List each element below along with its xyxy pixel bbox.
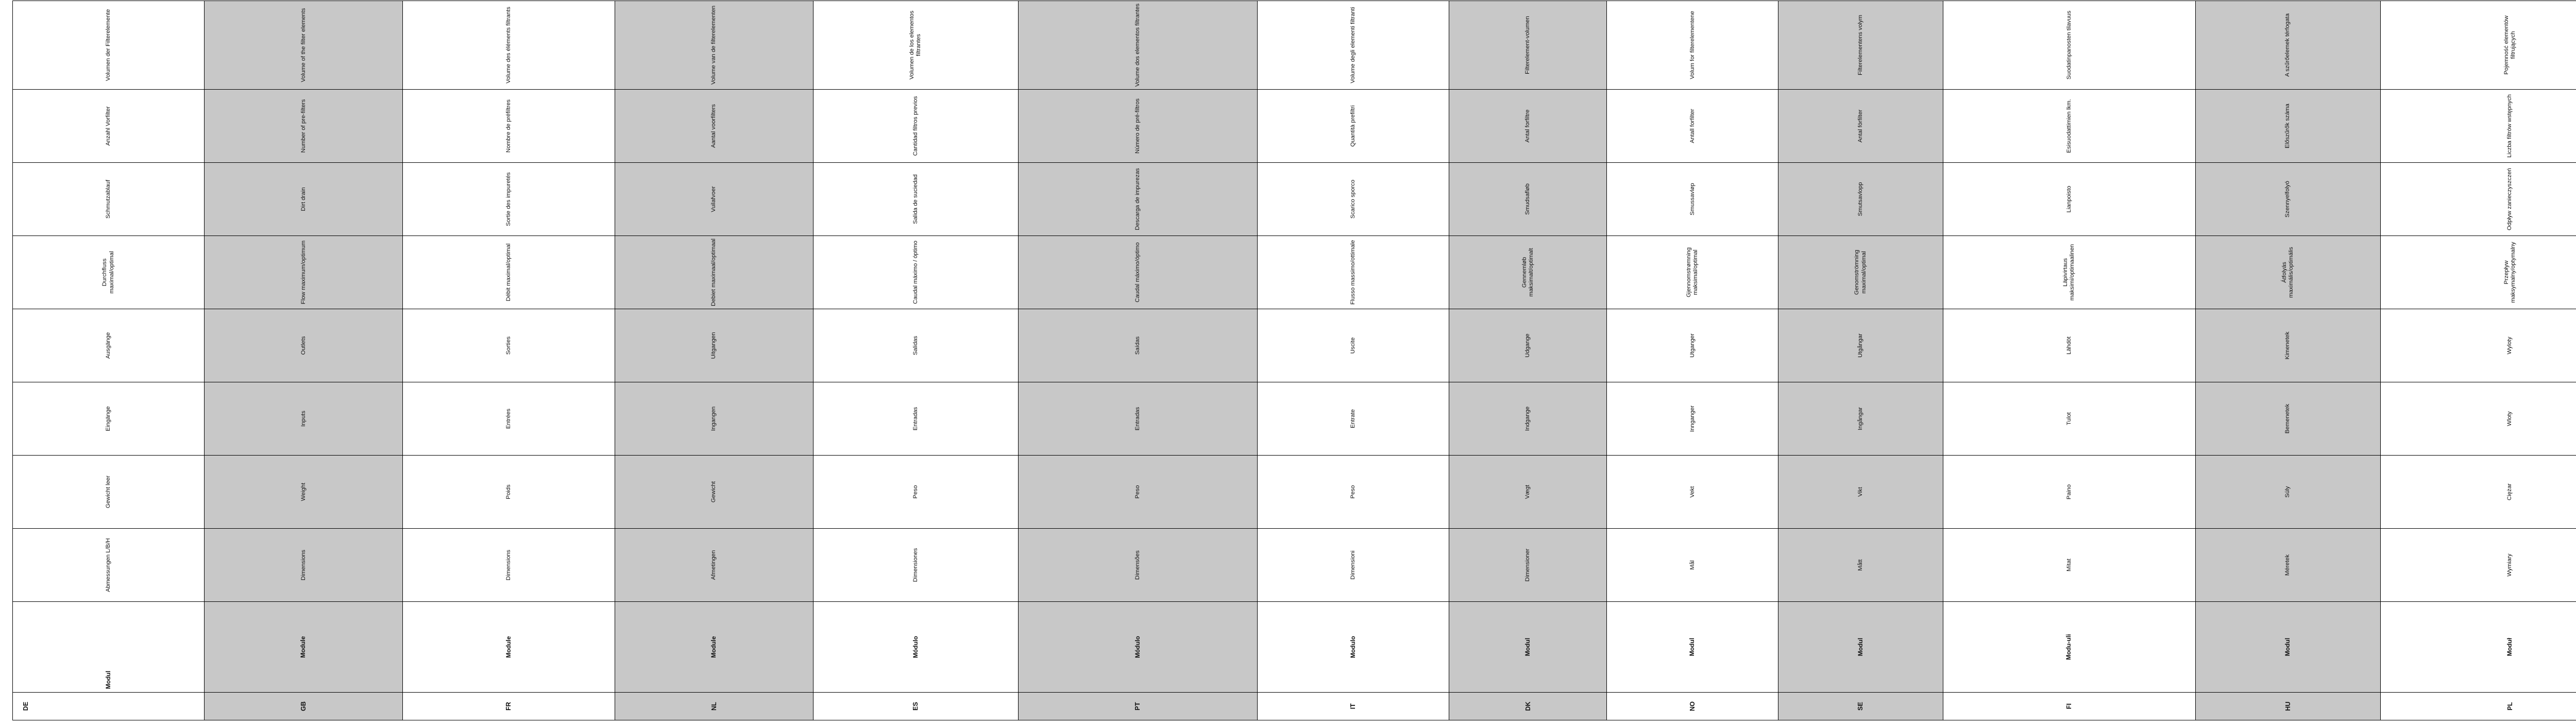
header-prefilters: Number of pre-filters <box>205 89 403 162</box>
filter-module-spec-table <box>12 1 2576 720</box>
language-code: GB <box>205 693 403 720</box>
header-volume: Volumen de los elementos filtrantes <box>813 1 1018 89</box>
header-inputs: Tulot <box>1943 382 2195 455</box>
header-module: Module <box>205 601 403 692</box>
header-outlets: Udgange <box>1449 309 1607 382</box>
header-module: Módulo <box>813 601 1018 692</box>
header-flow: Flusso massimo/ottimale <box>1257 236 1449 309</box>
header-flow: Átfolyás maximális/optimális <box>2195 236 2380 309</box>
header-drain: Salida de suciedad <box>813 162 1018 236</box>
header-volume: Volume des éléments filtrants <box>403 1 615 89</box>
header-inputs: Entrate <box>1257 382 1449 455</box>
header-prefilters: Liczba filtrów wstępnych <box>2380 89 2576 162</box>
header-inputs: Ingangen <box>615 382 813 455</box>
header-dimensions: Dimensions <box>205 528 403 601</box>
header-weight: Paino <box>1943 455 2195 528</box>
header-inputs: Wloty <box>2380 382 2576 455</box>
header-weight: Poids <box>403 455 615 528</box>
header-flow: Debiet maximaal/optimaal <box>615 236 813 309</box>
header-outlets: Outlets <box>205 309 403 382</box>
header-volume: Volumen der Filterelemente <box>13 1 205 89</box>
header-volume: Volume van de filterelementen <box>615 1 813 89</box>
header-prefilters: Anzahl Vorfilter <box>13 89 205 162</box>
header-prefilters: Nombre de préfiltres <box>403 89 615 162</box>
header-drain: Smutsavlopp <box>1778 162 1943 236</box>
lang-row-fr <box>403 1 615 720</box>
header-outlets: Salidas <box>813 309 1018 382</box>
header-drain: Schmutzablauf <box>13 162 205 236</box>
header-prefilters: Número de pré-filtros <box>1019 89 1258 162</box>
header-weight: Vægt <box>1449 455 1607 528</box>
language-code: ES <box>813 693 1018 720</box>
language-code: FI <box>1943 693 2195 720</box>
lang-row-es <box>813 1 1018 720</box>
header-drain: Smudsafløb <box>1449 162 1607 236</box>
header-weight: Gewicht leer <box>13 455 205 528</box>
header-inputs: Eingänge <box>13 382 205 455</box>
header-weight: Peso <box>813 455 1018 528</box>
header-dimensions: Wymiary <box>2380 528 2576 601</box>
header-module: Modul <box>2195 601 2380 692</box>
language-code: IT <box>1257 693 1449 720</box>
header-dimensions: Afmetingen <box>615 528 813 601</box>
header-weight: Súly <box>2195 455 2380 528</box>
header-inputs: Entradas <box>1019 382 1258 455</box>
header-dimensions: Dimensions <box>403 528 615 601</box>
language-code: SE <box>1778 693 1943 720</box>
header-module: Módulo <box>1019 601 1258 692</box>
header-flow: Gjennomstrømning maksimal/optimal <box>1607 236 1778 309</box>
header-weight: Vikt <box>1778 455 1943 528</box>
header-outlets: Sorties <box>403 309 615 382</box>
header-dimensions: Mål <box>1607 528 1778 601</box>
header-drain: Dirt drain <box>205 162 403 236</box>
header-prefilters: Előszűrők száma <box>2195 89 2380 162</box>
header-drain: Vuilafvoer <box>615 162 813 236</box>
lang-row-dk <box>1449 1 1607 720</box>
header-flow: Caudal máximo / óptimo <box>813 236 1018 309</box>
header-volume: Volume dos elementos filtrantes <box>1019 1 1258 89</box>
header-outlets: Utgångar <box>1778 309 1943 382</box>
header-prefilters: Aantal voorfilters <box>615 89 813 162</box>
language-code: FR <box>403 693 615 720</box>
header-volume: Volume degli elementi filtranti <box>1257 1 1449 89</box>
header-module: Modul <box>1607 601 1778 692</box>
header-inputs: Innganger <box>1607 382 1778 455</box>
lang-row-pt <box>1019 1 1258 720</box>
header-weight: Peso <box>1019 455 1258 528</box>
language-code: PL <box>2380 693 2576 720</box>
header-prefilters: Antal förfilter <box>1778 89 1943 162</box>
lang-row-it <box>1257 1 1449 720</box>
header-weight: Gewicht <box>615 455 813 528</box>
header-drain: Lianpoisto <box>1943 162 2195 236</box>
header-dimensions: Dimensioni <box>1257 528 1449 601</box>
lang-row-no <box>1607 1 1778 720</box>
header-weight: Weight <box>205 455 403 528</box>
header-drain: Odpływ zanieczyszczeń <box>2380 162 2576 236</box>
header-outlets: Ausgänge <box>13 309 205 382</box>
header-flow: Durchfluss maximal/optimal <box>13 236 205 309</box>
lang-row-nl <box>615 1 813 720</box>
header-drain: Sortie des impuretés <box>403 162 615 236</box>
header-outlets: Utganger <box>1607 309 1778 382</box>
header-outlets: Uscite <box>1257 309 1449 382</box>
language-code: NO <box>1607 693 1778 720</box>
header-volume: Pojemność elementów filtrujących <box>2380 1 2576 89</box>
header-dimensions: Abmessungen L/B/H <box>13 528 205 601</box>
header-outlets: Kimenetek <box>2195 309 2380 382</box>
header-module: Modulo <box>1257 601 1449 692</box>
header-flow: Przepływ maksymalny/optymalny <box>2380 236 2576 309</box>
header-drain: Scarico sporco <box>1257 162 1449 236</box>
header-outlets: Wyloty <box>2380 309 2576 382</box>
header-module: Module <box>615 601 813 692</box>
header-outlets: Saídas <box>1019 309 1258 382</box>
header-drain: Szennyelfolyó <box>2195 162 2380 236</box>
header-inputs: Entrées <box>403 382 615 455</box>
header-volume: Filterelement-volumen <box>1449 1 1607 89</box>
lang-row-de <box>13 1 205 720</box>
header-weight: Ciężar <box>2380 455 2576 528</box>
language-code: HU <box>2195 693 2380 720</box>
header-flow: Gennemløb maksimalt/optimalt <box>1449 236 1607 309</box>
header-inputs: Inputs <box>205 382 403 455</box>
header-outlets: Lähdöt <box>1943 309 2195 382</box>
lang-row-hu <box>2195 1 2380 720</box>
header-prefilters: Esisuodattimien lkm. <box>1943 89 2195 162</box>
header-module: Modu-uli <box>1943 601 2195 692</box>
header-drain: Smussavløp <box>1607 162 1778 236</box>
lang-row-fi <box>1943 1 2195 720</box>
header-prefilters: Antal forfiltre <box>1449 89 1607 162</box>
header-weight: Peso <box>1257 455 1449 528</box>
header-module: Module <box>403 601 615 692</box>
header-dimensions: Dimensiones <box>813 528 1018 601</box>
header-flow: Débit maximal/optimal <box>403 236 615 309</box>
header-prefilters: Cantidad filtros previos <box>813 89 1018 162</box>
language-code: DK <box>1449 693 1607 720</box>
language-code: DE <box>13 693 205 720</box>
header-volume: Suodatinpanosten tilavuus <box>1943 1 2195 89</box>
header-drain: Descarga de impurezas <box>1019 162 1258 236</box>
header-dimensions: Mått <box>1778 528 1943 601</box>
header-module: Modul <box>1449 601 1607 692</box>
header-dimensions: Dimensões <box>1019 528 1258 601</box>
header-module: Modul <box>13 601 205 692</box>
header-inputs: Bemenetek <box>2195 382 2380 455</box>
header-dimensions: Mitat <box>1943 528 2195 601</box>
header-module: Modul <box>1778 601 1943 692</box>
header-prefilters: Antall forfilter <box>1607 89 1778 162</box>
header-volume: Volume of the filter elements <box>205 1 403 89</box>
header-inputs: Entradas <box>813 382 1018 455</box>
header-flow: Flow maximum/optimum <box>205 236 403 309</box>
lang-row-se <box>1778 1 1943 720</box>
header-dimensions: Dimensioner <box>1449 528 1607 601</box>
header-volume: Filterelementens volym <box>1778 1 1943 89</box>
header-weight: Vekt <box>1607 455 1778 528</box>
header-volume: Volum for filterelementene <box>1607 1 1778 89</box>
lang-row-pl <box>2380 1 2576 720</box>
header-prefilters: Quantità prefiltri <box>1257 89 1449 162</box>
header-inputs: Indgange <box>1449 382 1607 455</box>
language-code: PT <box>1019 693 1258 720</box>
header-flow: Caudal máximo/óptimo <box>1019 236 1258 309</box>
header-dimensions: Méretek <box>2195 528 2380 601</box>
language-code: NL <box>615 693 813 720</box>
header-inputs: Ingångar <box>1778 382 1943 455</box>
header-flow: Läpivirtaus maksimi/optimaalinen <box>1943 236 2195 309</box>
lang-row-gb <box>205 1 403 720</box>
header-module: Moduł <box>2380 601 2576 692</box>
header-flow: Genomströmning maximal/optimal <box>1778 236 1943 309</box>
header-volume: A szűrőelemek térfogata <box>2195 1 2380 89</box>
rotated-spec-table <box>12 1 2516 720</box>
header-outlets: Uitgangen <box>615 309 813 382</box>
